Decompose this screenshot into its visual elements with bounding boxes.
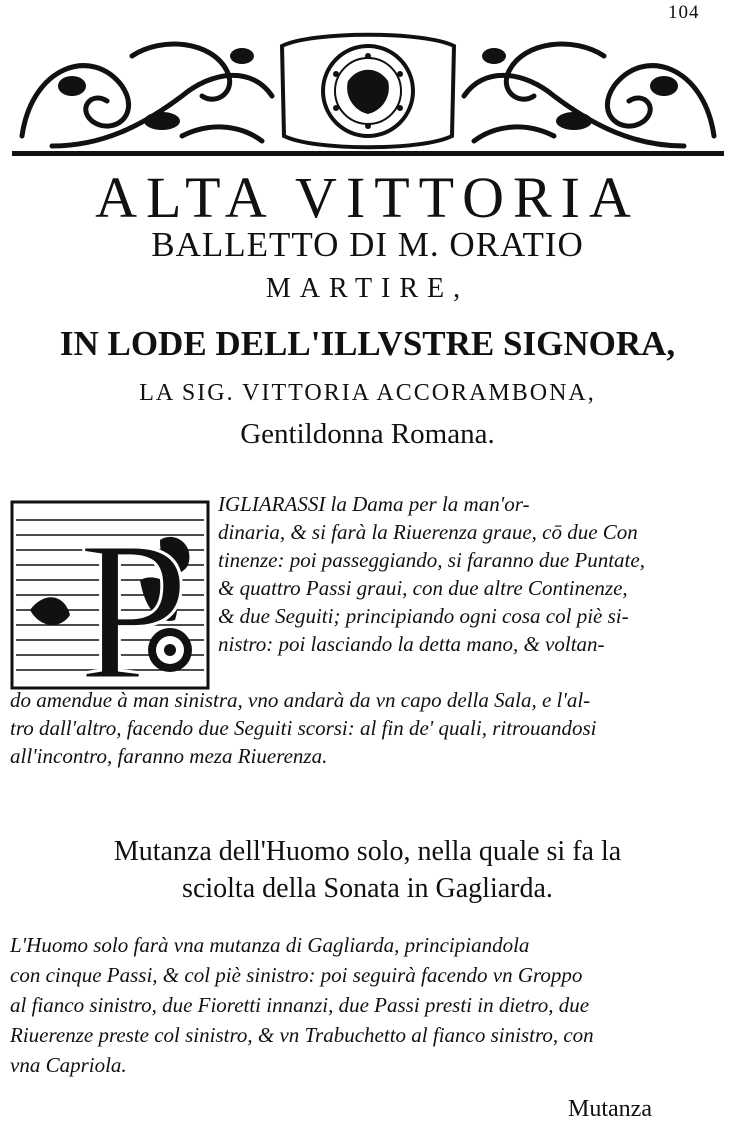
paragraph1-wrapped <box>218 490 645 658</box>
drop-cap-illustration <box>10 500 210 690</box>
ornamental-headpiece <box>12 26 724 156</box>
paragraph2-line: con cinque Passi, & col piè sinistro: poi seguirà facendo vn Groppo <box>10 963 583 987</box>
page-number: 104 <box>668 2 700 23</box>
mutanza-heading-line: Mutanza dell'Huomo solo, nella quale si fa la <box>113 836 622 867</box>
paragraph1-line: do amendue à man sinistra, vno andarà da vn capo della Sala, e l'al- <box>10 688 591 712</box>
catchword: Mutanza <box>568 1096 652 1122</box>
paragraph1-line: IGLIARASSI la Dama per la man'or- <box>218 492 530 516</box>
subtitle-dedication: IN LODE DELL'ILLVSTRE SIGNORA, <box>59 324 676 363</box>
subtitle-balletto: BALLETTO DI M. ORATIO <box>151 225 584 264</box>
paragraph1-full <box>10 686 596 770</box>
paragraph1-line: dinaria, & si farà la Riuerenza graue, cō due Con <box>218 520 638 544</box>
paragraph1-line: & quattro Passi graui, con due altre Continenze, <box>218 576 628 600</box>
paragraph1-line: tro dall'altro, facendo due Seguiti scorsi: al fin de' quali, ritrouandosi <box>10 716 597 740</box>
drop-cap-letter: P <box>78 501 190 690</box>
paragraph2-line: Riuerenze preste col sinistro, & vn Trabuchetto al fianco sinistro, con <box>10 1023 594 1047</box>
paragraph1-line: all'incontro, faranno meza Riuerenza. <box>10 744 328 768</box>
paragraph2-line: vna Capriola. <box>10 1053 127 1077</box>
paragraph1-line: tinenze: poi passeggiando, si faranno due Puntate, <box>218 548 645 572</box>
subtitle-author: MARTIRE, <box>265 273 470 304</box>
title: ALTA VITTORIA <box>95 165 640 230</box>
paragraph2-line: al fianco sinistro, due Fioretti innanzi, due Passi presti in dietro, due <box>10 993 590 1017</box>
subtitle-gentildonna: Gentildonna Romana. <box>240 418 495 450</box>
paragraph1-line: & due Seguiti; principiando ogni cosa col piè si- <box>218 604 629 628</box>
paragraph2-line: L'Huomo solo farà vna mutanza di Gagliarda, principiandola <box>10 933 530 957</box>
paragraph2 <box>10 930 594 1080</box>
paragraph1-line: nistro: poi lasciando la detta mano, & voltan- <box>218 632 605 656</box>
subtitle-lady-name: LA SIG. VITTORIA ACCORAMBONA, <box>139 380 596 406</box>
mutanza-heading-line: sciolta della Sonata in Gagliarda. <box>182 873 553 904</box>
